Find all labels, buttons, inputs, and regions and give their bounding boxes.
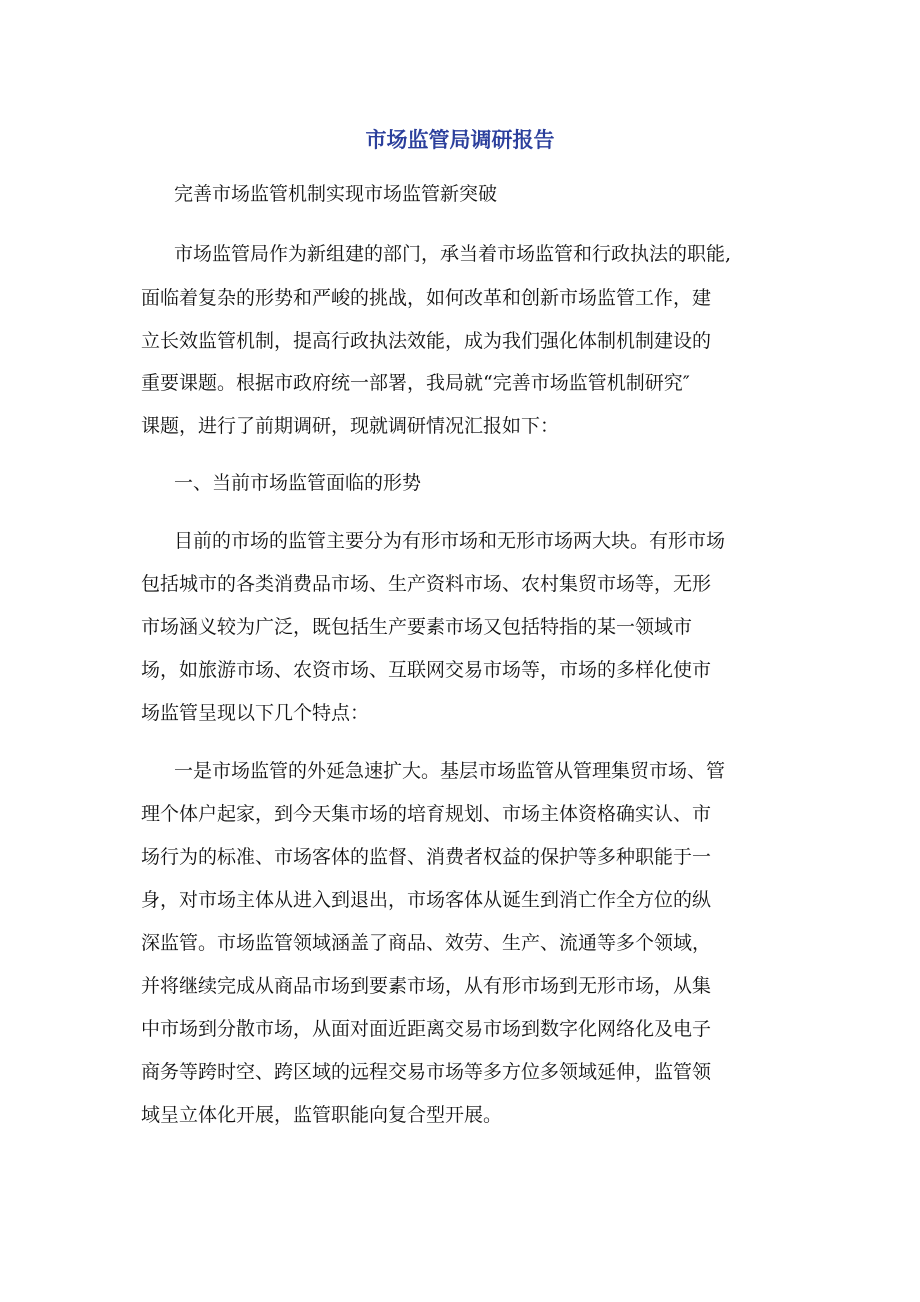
paragraph-line: 商务等跨时空、跨区域的远程交易市场等多方位多领域延伸，监管领 xyxy=(141,1061,712,1083)
paragraph-line: 重要课题。根据市政府统一部署，我局就“完善市场监管机制研究″ xyxy=(141,372,690,394)
paragraph-line: 深监管。市场监管领域涵盖了商品、效劳、生产、流通等多个领域， xyxy=(141,932,712,954)
paragraph-line: 一是市场监管的外延急速扩大。基层市场监管从管理集贸市场、管 xyxy=(174,760,726,782)
section-heading: 一、当前市场监管面临的形势 xyxy=(174,472,422,494)
paragraph-line: 市场涵义较为广泛，既包括生产要素市场又包括特指的某一领域市 xyxy=(141,616,693,638)
paragraph-line: 市场监管局作为新组建的部门，承当着市场监管和行政执法的职能, xyxy=(174,243,732,265)
paragraph-line: 目前的市场的监管主要分为有形市场和无形市场两大块。有形市场 xyxy=(174,530,726,552)
paragraph-line: 并将继续完成从商品市场到要素市场，从有形市场到无形市场，从集 xyxy=(141,975,712,997)
document-subtitle: 完善市场监管机制实现市场监管新突破 xyxy=(174,183,498,205)
paragraph-line: 场，如旅游市场、农资市场、互联网交易市场等，市场的多样化使市 xyxy=(141,659,712,681)
paragraph-line: 理个体户起家，到今天集市场的培育规划、市场主体资格确实认、市 xyxy=(141,803,712,825)
document-title: 市场监管局调研报告 xyxy=(365,128,555,152)
paragraph-line: 立长效监管机制，提高行政执法效能，成为我们强化体制机制建设的 xyxy=(141,330,712,352)
paragraph-line: 面临着复杂的形势和严峻的挑战，如何改革和创新市场监管工作，建 xyxy=(141,287,712,309)
paragraph-line: 课题，进行了前期调研，现就调研情况汇报如下： xyxy=(141,415,560,437)
paragraph-line: 场监管呈现以下几个特点： xyxy=(141,702,370,724)
paragraph-line: 包括城市的各类消费品市场、生产资料市场、农村集贸市场等，无形 xyxy=(141,573,712,595)
paragraph-line: 域呈立体化开展，监管职能向复合型开展。 xyxy=(141,1104,503,1126)
paragraph-line: 中市场到分散市场，从面对面近距离交易市场到数字化网络化及电子 xyxy=(141,1018,712,1040)
paragraph-line: 场行为的标准、市场客体的监督、消费者权益的保护等多种职能于一 xyxy=(141,846,712,868)
paragraph-line: 身，对市场主体从进入到退出，市场客体从诞生到消亡作全方位的纵 xyxy=(141,889,712,911)
